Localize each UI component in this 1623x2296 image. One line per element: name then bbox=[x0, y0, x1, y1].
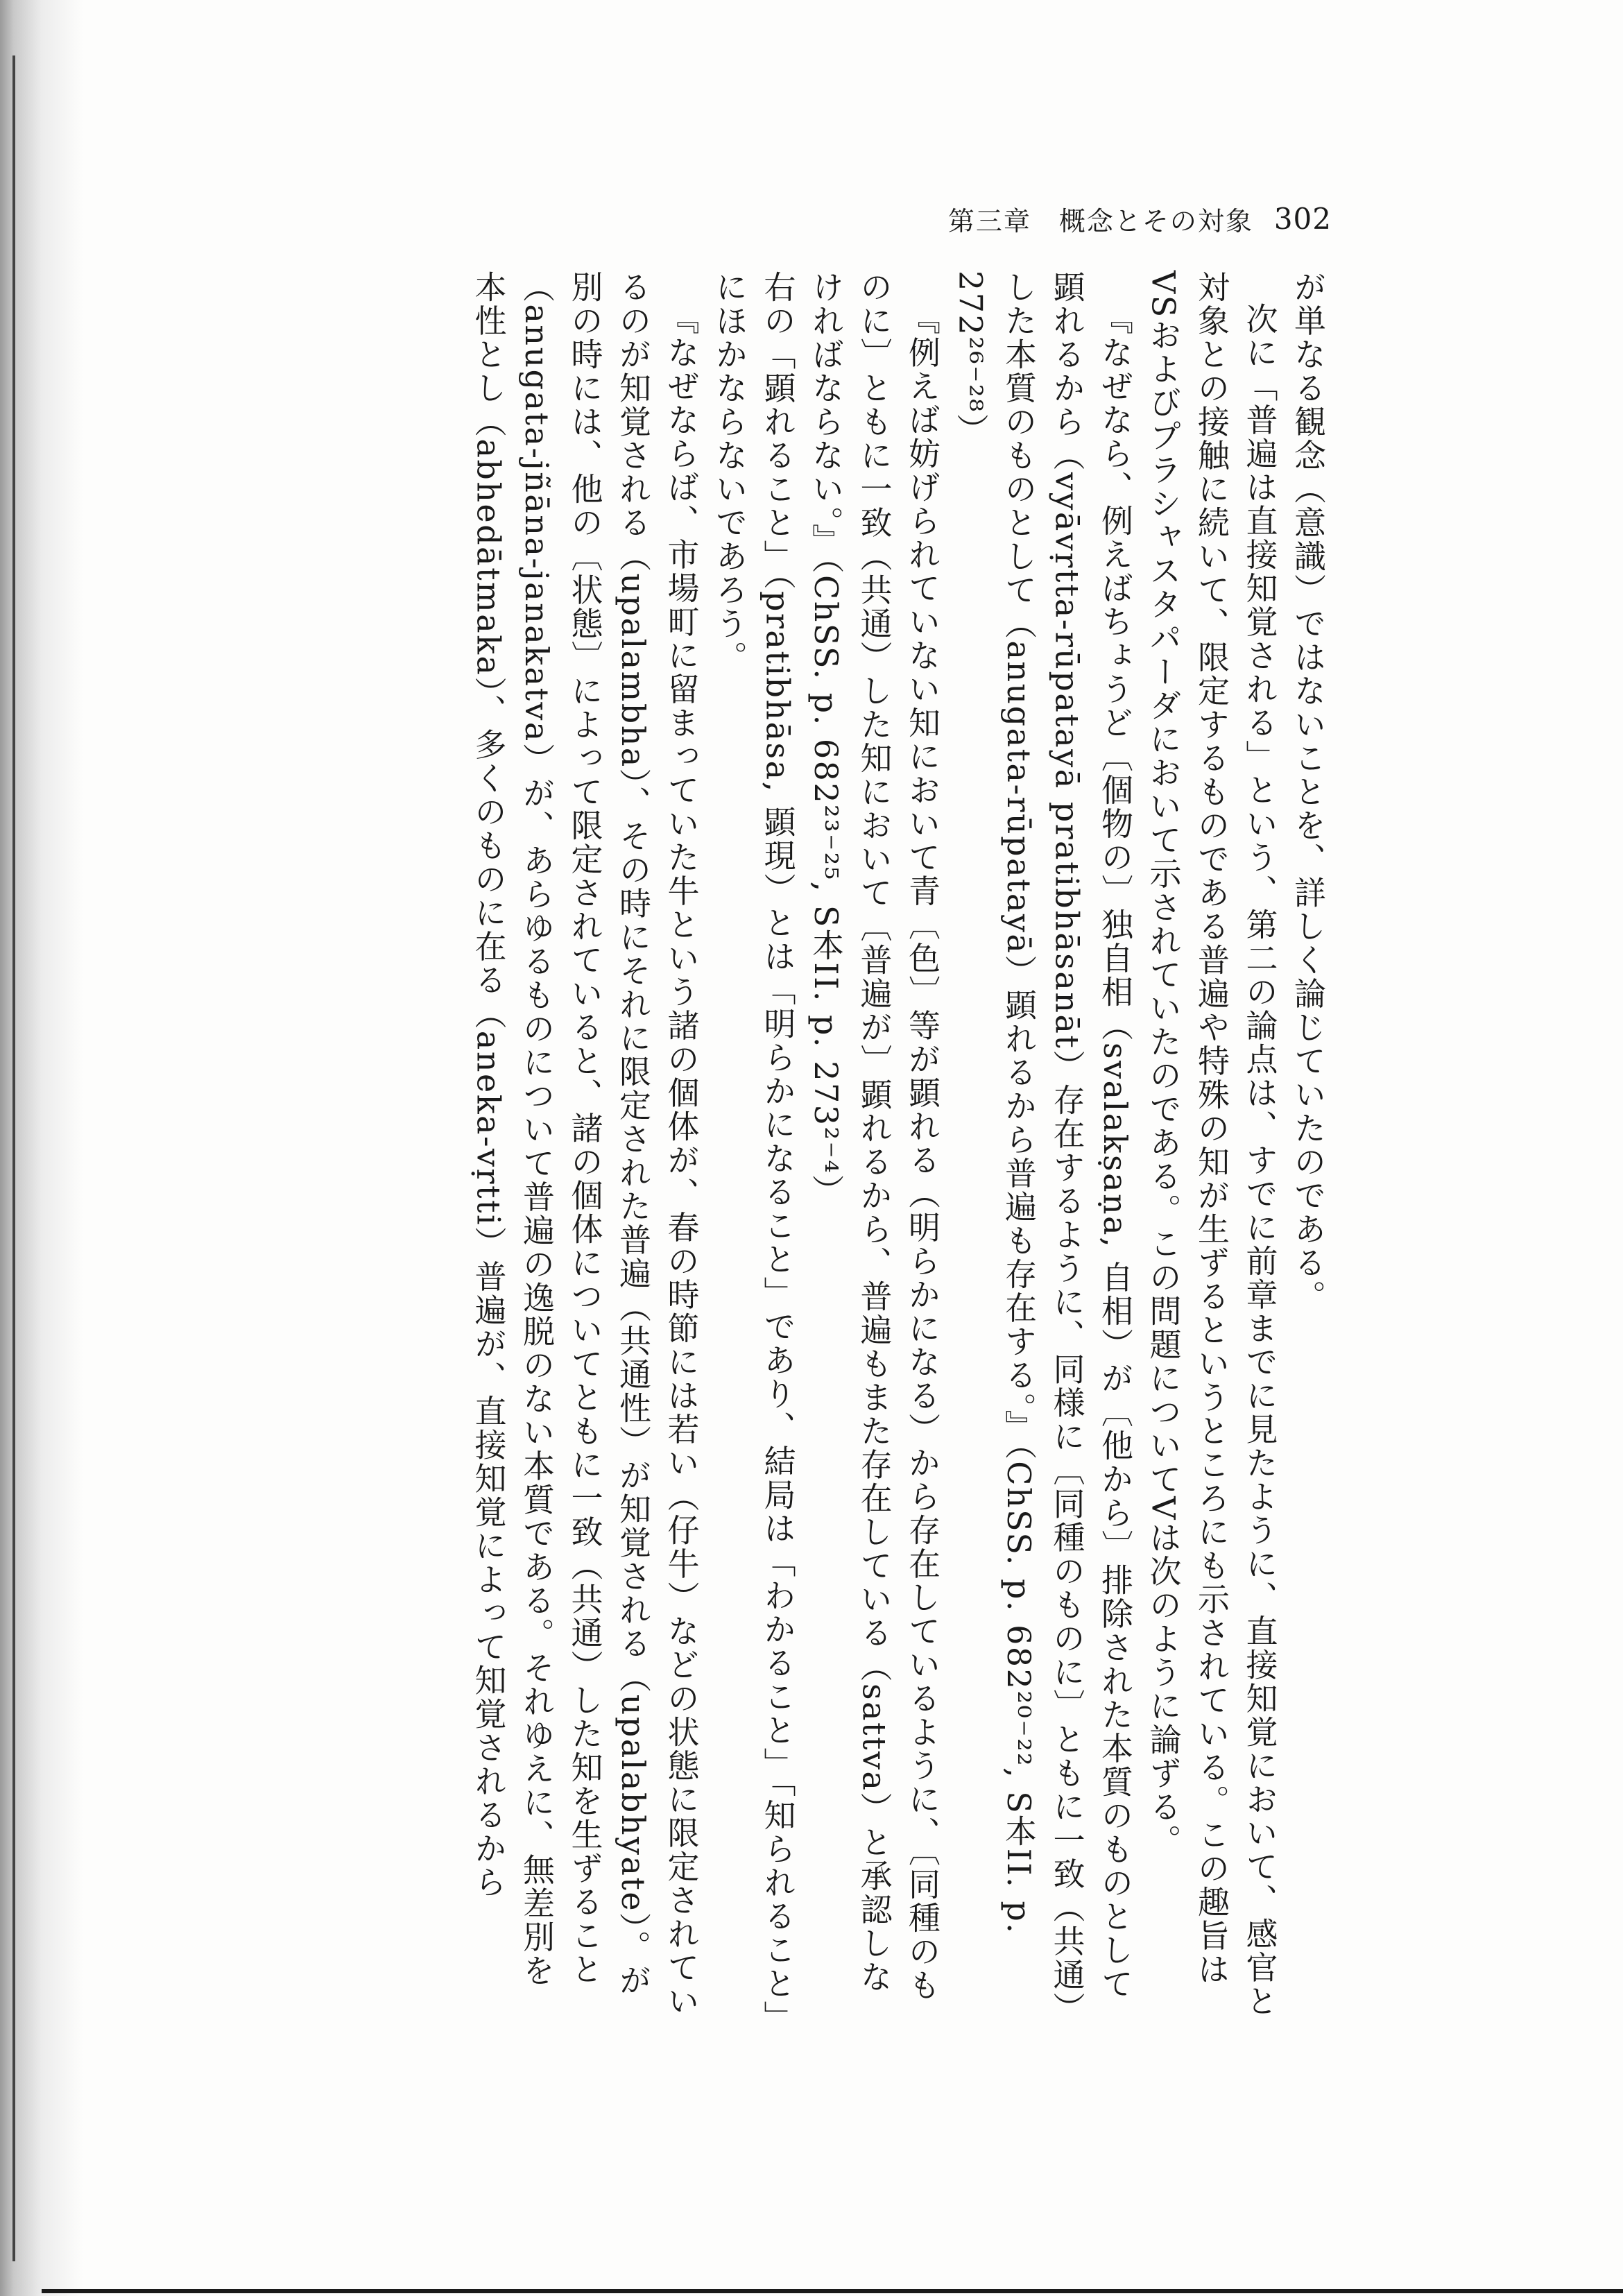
chapter-title: 第三章 概念とその対象 bbox=[947, 205, 1253, 237]
quote-1: 『なぜなら、例えばちょうど〔個物の〕独自相（svalakṣaṇa, 自相）が〔他から〕排除された本質のものとして顕れるから（vyāvṛtta-rūpatayā pratibhāsanāt）存在するように、同様に〔同種のものに〕ともに一致（共通）した本質のものとして（anugata-rūpatayā）顕れるから普遍も存在する。』（ChSS. p. 682²⁰⁻²², S本II. p. 272²⁶⁻²⁸） bbox=[952, 271, 1134, 2010]
paragraph-3: 右の「顕れること」（pratibhāsa, 顕現）とは「明らかになること」であり、結局は「わかること」「知られること」にほかならないであろう。 bbox=[711, 271, 797, 2019]
bottom-edge bbox=[42, 2289, 1623, 2293]
running-header bbox=[929, 198, 1332, 239]
binding-edge bbox=[12, 55, 15, 2261]
quote-2: 『例えば妨げられていない知において青〔色〕等が顕れる（明らかになる）から存在しているように、〔同種のものに〕ともに一致（共通）した知において〔普遍が〕顕れるから、普遍もまた存在している（sattva）と承認しなければならない。』（ChSS. p. 682²³⁻²⁵, S本II. p. 273²⁻⁴） bbox=[807, 271, 941, 2003]
page-number: 302 bbox=[1273, 201, 1332, 236]
body-text bbox=[470, 271, 1332, 2019]
quote-3: 『なぜならば、市場町に留まっていた牛という諸の個体が、春の時節には若い（仔牛）などの状態に限定されているのが知覚される（upalambha）、その時にそれに限定された普遍（共通性）が知覚される（upalabhyate）。が別の時には、他の〔状態〕によって限定されていると、諸の個体についてともに一致（共通）した知を生ずること（anugata-jñāna-janakatva）が、あらゆるものについて普遍の逸脱のない本質である。それゆえに、無差別を本性とし（abhedātmaka）、多くのものに在る（aneka-vṛtti）普遍が、直接知覚によって知覚されるから bbox=[470, 271, 701, 2019]
paragraph-2: 次に「普遍は直接知覚される」という、第二の論点は、すでに前章までに見たように、直接知覚において、感官と対象との接触に続いて、限定するものである普遍や特殊の知が生ずるというところにも示されている。この趣旨はVSおよびプラシャスタパーダにおいて示されていたのである。この問題についてVは次のように論ずる。 bbox=[1144, 271, 1279, 2019]
paragraph-1: が単なる観念（意識）ではないことを、詳しく論じていたのである。 bbox=[1289, 271, 1327, 1314]
